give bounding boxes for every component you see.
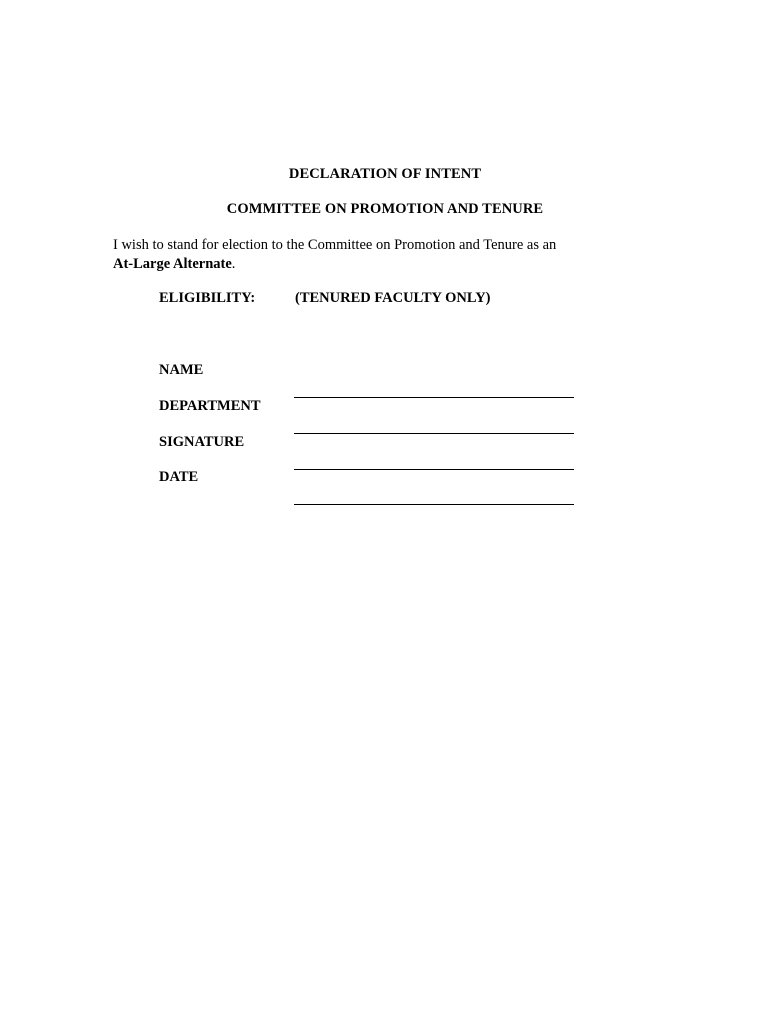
department-label: DEPARTMENT: [159, 398, 261, 414]
date-input[interactable]: [294, 484, 574, 505]
name-input[interactable]: [294, 377, 574, 398]
statement-paragraph: [113, 236, 593, 274]
document-subtitle: COMMITTEE ON PROMOTION AND TENURE: [226, 201, 544, 217]
department-field-row: [159, 398, 579, 418]
eligibility-label: ELIGIBILITY:: [159, 290, 256, 306]
statement-emphasis: At-Large Alternate: [113, 256, 232, 272]
signature-label: SIGNATURE: [159, 434, 245, 450]
statement-text: I wish to stand for election to the Committee on Promotion and Tenure as an: [113, 237, 557, 253]
statement-end: .: [231, 256, 236, 272]
name-field-row: [159, 362, 579, 382]
signature-input[interactable]: [294, 449, 574, 470]
date-label: DATE: [159, 469, 199, 485]
signature-field-row: [159, 434, 579, 454]
date-field-row: [159, 469, 579, 489]
department-input[interactable]: [294, 413, 574, 434]
document-title: DECLARATION OF INTENT: [288, 166, 482, 182]
name-label: NAME: [159, 362, 204, 378]
eligibility-value: (TENURED FACULTY ONLY): [295, 290, 491, 306]
